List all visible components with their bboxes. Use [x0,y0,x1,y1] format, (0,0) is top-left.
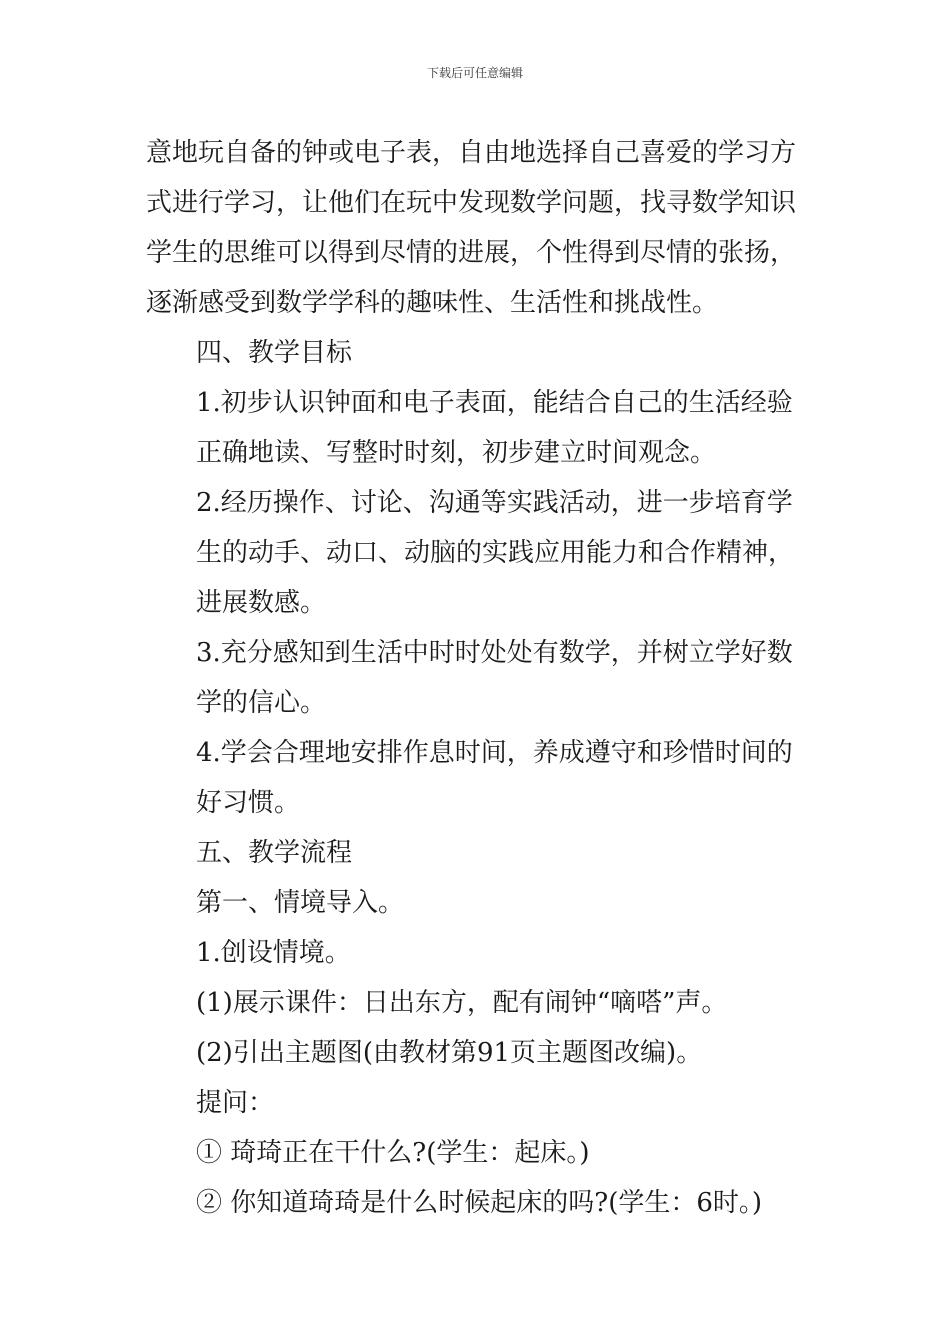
page-header: 下载后可任意编辑 [426,66,523,80]
goal-item-1: 1.初步认识钟面和电子表面，能结合自己的生活经验正确地读、写整时时刻，初步建立时间观念。 [196,388,793,468]
goal-item-2: 2.经历操作、讨论、沟通等实践活动，进一步培育学生的动手、动口、动脑的实践应用能力和合作精神，进展数感。 [196,488,795,618]
question-item-1: ① 琦琦正在干什么?(学生：起床。) [196,1138,590,1168]
section-heading-teaching-goals: 四、教学目标 [196,338,353,368]
step-heading-situation-intro: 第一、情境导入。 [196,888,405,918]
step-subitem-2: (2)引出主题图(由教材第91页主题图改编)。 [196,1038,703,1068]
question-label: 提问： [196,1088,275,1118]
question-item-2: ② 你知道琦琦是什么时候起床的吗?(学生：6时。) [196,1188,763,1218]
step-item-create-situation: 1.创设情境。 [196,938,351,968]
document-body [146,128,810,1228]
goal-item-4: 4.学会合理地安排作息时间，养成遵守和珍惜时间的好习惯。 [196,738,793,818]
goal-item-3: 3.充分感知到生活中时时处处有数学，并树立学好数学的信心。 [196,638,793,718]
step-subitem-1: (1)展示课件：日出东方，配有闹钟“嘀嗒”声。 [196,988,728,1018]
section-heading-teaching-process: 五、教学流程 [196,838,353,868]
paragraph-intro-continued: 意地玩自备的钟或电子表，自由地选择自己喜爱的学习方式进行学习，让他们在玩中发现数学问题，找寻数学知识学生的思维可以得到尽情的进展，个性得到尽情的张扬，逐渐感受到数学学科的趣味性、生活性和挑战性。 [146,138,797,318]
